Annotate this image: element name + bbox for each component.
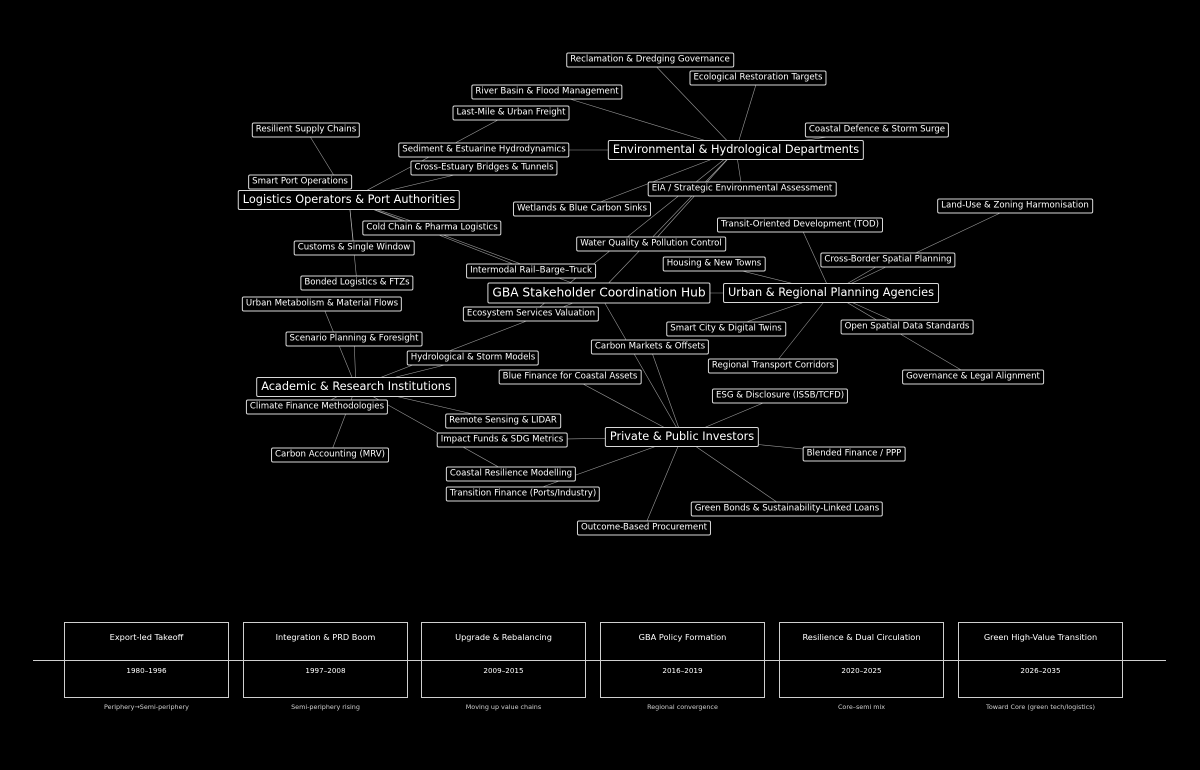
topic-node[interactable]: Cold Chain & Pharma Logistics	[362, 221, 501, 236]
era-years: 2026–2035	[1020, 666, 1061, 675]
era-caption: Periphery→Semi-periphery	[104, 703, 189, 711]
edge-line	[831, 293, 973, 377]
group-node-urban-planning[interactable]: Urban & Regional Planning Agencies	[723, 283, 939, 303]
topic-node[interactable]: Sediment & Estuarine Hydrodynamics	[398, 143, 569, 158]
group-node-environmental[interactable]: Environmental & Hydrological Departments	[608, 140, 864, 160]
era-title: GBA Policy Formation	[638, 632, 727, 642]
topic-node[interactable]: Reclamation & Dredging Governance	[566, 53, 734, 68]
era-box	[421, 622, 586, 698]
edge-line	[644, 437, 682, 528]
topic-node[interactable]: Blue Finance for Coastal Assets	[499, 370, 642, 385]
topic-node[interactable]: River Basin & Flood Management	[471, 85, 622, 100]
topic-node[interactable]: Scenario Planning & Foresight	[286, 332, 423, 347]
era-years: 2020–2025	[841, 666, 882, 675]
topic-node[interactable]: EIA / Strategic Environmental Assessment	[648, 182, 837, 197]
topic-node[interactable]: Ecological Restoration Targets	[689, 71, 826, 86]
topic-node[interactable]: Housing & New Towns	[663, 257, 766, 272]
era-title: Resilience & Dual Circulation	[802, 632, 921, 642]
edge-line	[330, 387, 356, 455]
topic-node[interactable]: Smart City & Digital Twins	[666, 322, 786, 337]
topic-node[interactable]: Blended Finance / PPP	[803, 447, 906, 462]
topic-node[interactable]: Coastal Resilience Modelling	[446, 467, 576, 482]
topic-node[interactable]: Outcome-Based Procurement	[577, 521, 711, 536]
topic-node[interactable]: Hydrological & Storm Models	[407, 351, 539, 366]
era-years: 2009–2015	[483, 666, 524, 675]
group-node-logistics[interactable]: Logistics Operators & Port Authorities	[238, 190, 460, 210]
era-box	[779, 622, 944, 698]
topic-node[interactable]: Coastal Defence & Storm Surge	[805, 123, 949, 138]
topic-node[interactable]: Cross-Border Spatial Planning	[820, 253, 955, 268]
topic-node[interactable]: Carbon Markets & Offsets	[591, 340, 709, 355]
era-box	[64, 622, 229, 698]
group-node-investors[interactable]: Private & Public Investors	[605, 427, 759, 447]
topic-node[interactable]: Green Bonds & Sustainability-Linked Loans	[691, 502, 883, 517]
edge-line	[349, 200, 531, 271]
topic-node[interactable]: Wetlands & Blue Carbon Sinks	[513, 202, 651, 217]
era-caption: Regional convergence	[647, 703, 718, 711]
era-title: Green High-Value Transition	[983, 632, 1098, 642]
topic-node[interactable]: Resilient Supply Chains	[252, 123, 360, 138]
topic-node[interactable]: Last-Mile & Urban Freight	[453, 106, 570, 121]
era-caption: Moving up value chains	[465, 703, 542, 711]
topic-node[interactable]: Ecosystem Services Valuation	[463, 307, 599, 322]
era-years: 2016–2019	[662, 666, 703, 675]
era-box	[600, 622, 765, 698]
topic-node[interactable]: Land-Use & Zoning Harmonisation	[937, 199, 1093, 214]
era-title: Integration & PRD Boom	[275, 632, 376, 642]
hub-node[interactable]: GBA Stakeholder Coordination Hub	[487, 283, 710, 304]
topic-node[interactable]: Smart Port Operations	[248, 175, 352, 190]
era-caption: Core–semi mix	[837, 703, 886, 711]
topic-node[interactable]: Remote Sensing & LIDAR	[445, 414, 561, 429]
era-title: Upgrade & Rebalancing	[455, 632, 552, 642]
topic-node[interactable]: Climate Finance Methodologies	[246, 400, 388, 415]
topic-node[interactable]: Carbon Accounting (MRV)	[271, 448, 389, 463]
topic-node[interactable]: Customs & Single Window	[294, 241, 415, 256]
era-box	[243, 622, 408, 698]
topic-node[interactable]: ESG & Disclosure (ISSB/TCFD)	[712, 389, 848, 404]
topic-node[interactable]: Bonded Logistics & FTZs	[300, 276, 413, 291]
era-caption: Toward Core (green tech/logistics)	[986, 703, 1095, 711]
topic-node[interactable]: Transit-Oriented Development (TOD)	[717, 218, 883, 233]
era-years: 1980–1996	[126, 666, 167, 675]
topic-node[interactable]: Water Quality & Pollution Control	[576, 237, 726, 252]
group-node-academic[interactable]: Academic & Research Institutions	[256, 377, 456, 397]
era-title: Export-led Takeoff	[109, 632, 184, 642]
topic-node[interactable]: Cross-Estuary Bridges & Tunnels	[410, 161, 557, 176]
edge-line	[650, 347, 682, 437]
topic-node[interactable]: Governance & Legal Alignment	[902, 370, 1044, 385]
edge-line	[599, 293, 682, 437]
topic-node[interactable]: Urban Metabolism & Material Flows	[242, 297, 402, 312]
topic-node[interactable]: Transition Finance (Ports/Industry)	[446, 487, 600, 502]
topic-node[interactable]: Regional Transport Corridors	[708, 359, 838, 374]
era-years: 1997–2008	[305, 666, 346, 675]
topic-node[interactable]: Impact Funds & SDG Metrics	[437, 433, 568, 448]
edge-line	[599, 150, 736, 293]
edge-line	[682, 437, 787, 509]
era-box	[958, 622, 1123, 698]
topic-node[interactable]: Open Spatial Data Standards	[841, 320, 974, 335]
topic-node[interactable]: Intermodal Rail–Barge–Truck	[466, 264, 596, 279]
era-caption: Semi-periphery rising	[291, 703, 360, 711]
